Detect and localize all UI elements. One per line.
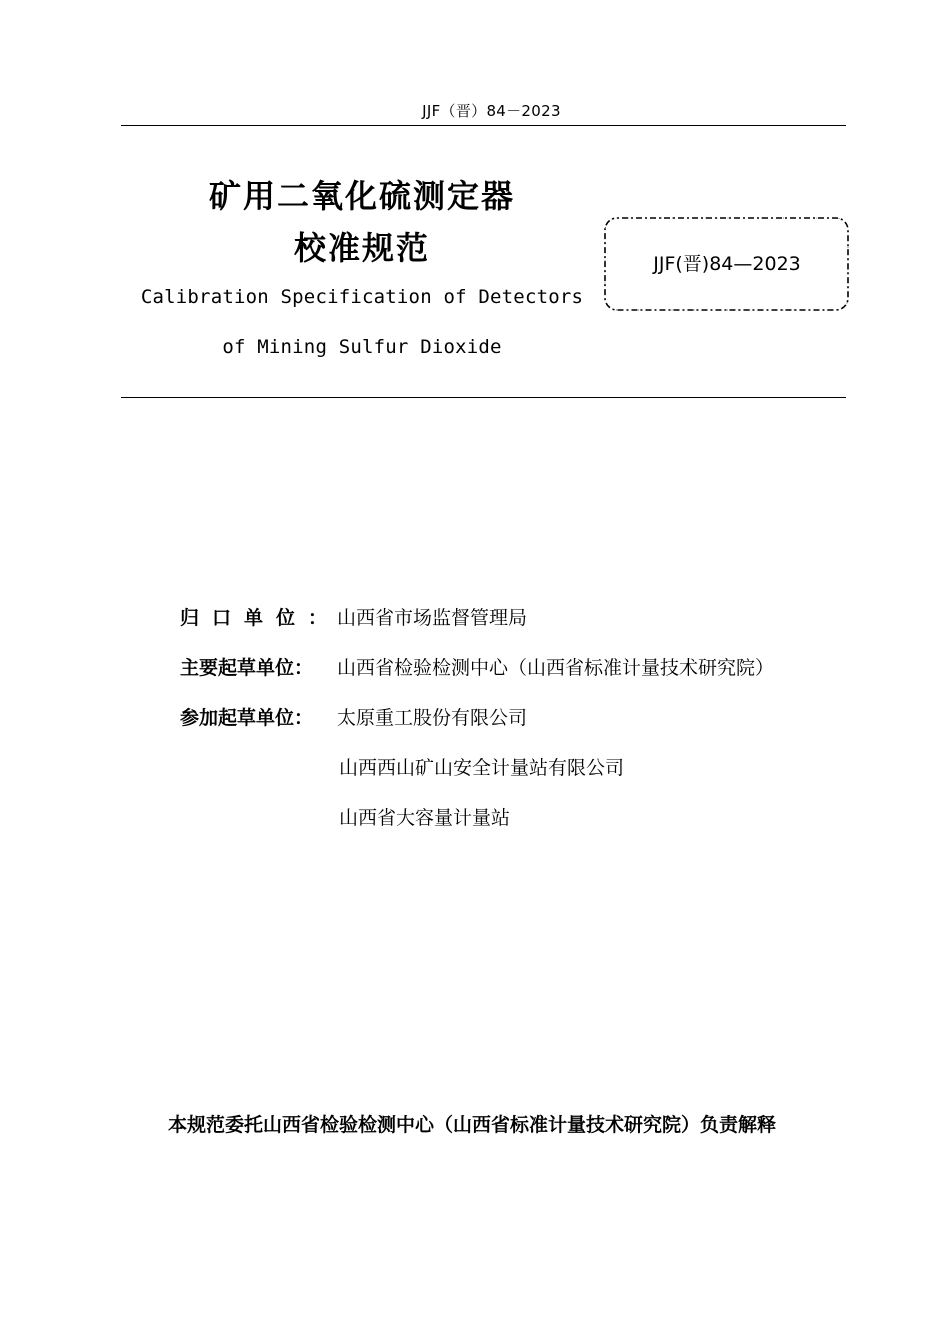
middle-rule xyxy=(121,397,846,398)
participating-drafter-value: 太原重工股份有限公司 xyxy=(337,707,528,729)
participating-drafter-value: 山西省大容量计量站 xyxy=(339,807,511,829)
participating-drafter-label: 参加起草单位： xyxy=(180,707,314,729)
standard-code-box xyxy=(600,212,854,316)
interpretation-note: 本规范委托山西省检验检测中心（山西省标准计量技术研究院）负责解释 xyxy=(167,1114,776,1136)
title-chinese-line2: 校准规范 xyxy=(293,229,430,267)
title-chinese-line1: 矿用二氧化硫测定器 xyxy=(208,177,515,215)
responsible-unit-row xyxy=(180,603,527,633)
participating-drafter-row xyxy=(180,703,527,733)
top-rule xyxy=(121,125,846,126)
running-header-code: JJF（晋）84－2023 xyxy=(422,102,561,120)
participating-drafter-value: 山西西山矿山安全计量站有限公司 xyxy=(339,757,625,779)
participating-drafter-row xyxy=(339,803,510,833)
standard-code: JJF(晋)84—2023 xyxy=(653,253,801,275)
main-drafter-row xyxy=(180,653,774,683)
responsible-unit-label: 归口单位： xyxy=(180,607,341,629)
participating-drafter-row xyxy=(339,753,624,783)
main-drafter-value: 山西省检验检测中心（山西省标准计量技术研究院） xyxy=(337,657,775,679)
responsible-unit-value: 山西省市场监督管理局 xyxy=(337,607,528,629)
title-english-line1: Calibration Specification of Detectors xyxy=(140,286,584,308)
main-drafter-label: 主要起草单位： xyxy=(180,657,314,679)
title-english-line2: of Mining Sulfur Dioxide xyxy=(222,336,502,358)
